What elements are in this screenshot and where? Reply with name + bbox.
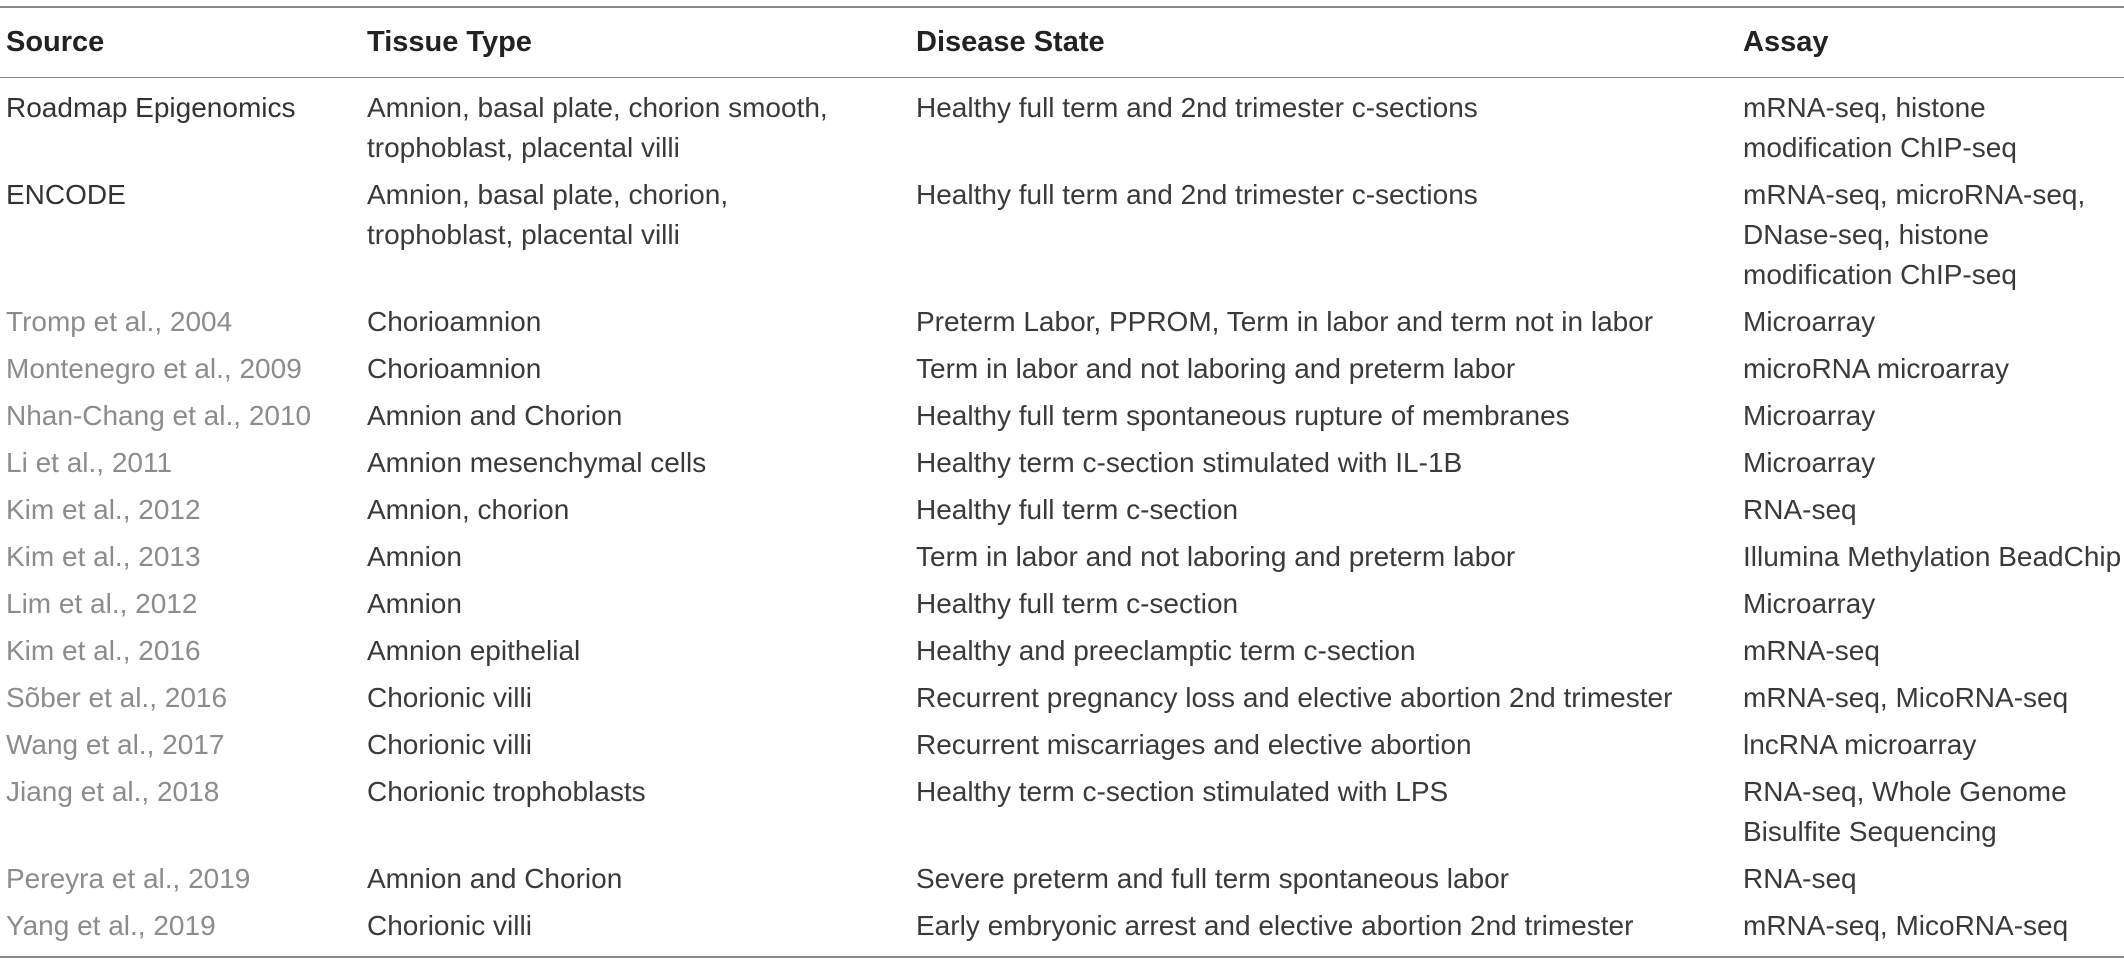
cell-line: Amnion (367, 588, 462, 619)
cell-line: modification ChIP-seq (1743, 259, 2017, 290)
cell-line: Amnion and Chorion (367, 863, 623, 894)
cell-disease-state: Recurrent pregnancy loss and elective abortion 2nd trimester (916, 682, 1673, 713)
cell-line: Chorionic villi (367, 682, 532, 713)
table-row (0, 584, 2124, 631)
table-row (0, 396, 2124, 443)
column-header-tissue-type: Tissue Type (367, 26, 532, 58)
cell-source: Yang et al., 2019 (6, 910, 216, 941)
table-row (0, 725, 2124, 772)
cell-tissue-type (367, 302, 916, 349)
cell-line: trophoblast, placental villi (367, 132, 680, 163)
cell-assay (1743, 349, 2124, 396)
cell-assay (1743, 631, 2124, 678)
cell-line: mRNA-seq, MicoRNA-seq (1743, 910, 2069, 941)
cell-assay (1743, 396, 2124, 443)
cell-tissue-type (367, 859, 916, 906)
table-row (0, 78, 2124, 176)
cell-line: Amnion, chorion (367, 494, 570, 525)
cell-source: Nhan-Chang et al., 2010 (6, 400, 312, 431)
cell-line: Chorionic trophoblasts (367, 776, 646, 807)
cell-line: Microarray (1743, 306, 1876, 337)
column-header-disease-state: Disease State (916, 26, 1105, 58)
cell-tissue-type (367, 584, 916, 631)
cell-assay (1743, 78, 2124, 176)
cell-assay (1743, 443, 2124, 490)
cell-disease-state: Healthy full term and 2nd trimester c-sections (916, 179, 1478, 210)
cell-disease-state: Healthy and preeclamptic term c-section (916, 635, 1416, 666)
cell-assay (1743, 490, 2124, 537)
table-row (0, 859, 2124, 906)
cell-tissue-type (367, 349, 916, 396)
cell-tissue-type (367, 631, 916, 678)
cell-source: Pereyra et al., 2019 (6, 863, 251, 894)
table-row (0, 631, 2124, 678)
cell-line: mRNA-seq, MicoRNA-seq (1743, 682, 2069, 713)
table-row (0, 772, 2124, 859)
cell-tissue-type (367, 490, 916, 537)
cell-disease-state: Preterm Labor, PPROM, Term in labor and term not in labor (916, 306, 1654, 337)
cell-line: DNase-seq, histone (1743, 219, 1989, 250)
cell-line: Chorioamnion (367, 306, 542, 337)
cell-source: Lim et al., 2012 (6, 588, 198, 619)
cell-assay (1743, 906, 2124, 957)
cell-line: Chorionic villi (367, 729, 532, 760)
cell-line: mRNA-seq, microRNA-seq, (1743, 179, 2086, 210)
cell-line: Microarray (1743, 447, 1876, 478)
cell-line: lncRNA microarray (1743, 729, 1977, 760)
cell-assay (1743, 678, 2124, 725)
cell-tissue-type (367, 175, 916, 302)
cell-line: Amnion, basal plate, chorion, (367, 179, 729, 210)
cell-disease-state: Healthy full term and 2nd trimester c-sections (916, 92, 1478, 123)
table-row (0, 175, 2124, 302)
cell-source: Sõber et al., 2016 (6, 682, 228, 713)
cell-disease-state: Early embryonic arrest and elective abortion 2nd trimester (916, 910, 1634, 941)
cell-tissue-type (367, 678, 916, 725)
cell-line: mRNA-seq, histone (1743, 92, 1986, 123)
cell-line: Illumina Methylation BeadChip (1743, 541, 2122, 572)
cell-tissue-type (367, 772, 916, 859)
header-row (0, 7, 2124, 78)
cell-assay (1743, 859, 2124, 906)
cell-disease-state: Healthy term c-section stimulated with LPS (916, 776, 1449, 807)
cell-source: Wang et al., 2017 (6, 729, 225, 760)
cell-source: Jiang et al., 2018 (6, 776, 220, 807)
cell-source: ENCODE (6, 179, 126, 210)
cell-tissue-type (367, 906, 916, 957)
cell-line: Amnion (367, 541, 462, 572)
cell-disease-state: Healthy term c-section stimulated with IL-1B (916, 447, 1463, 478)
table-row (0, 302, 2124, 349)
cell-tissue-type (367, 725, 916, 772)
cell-line: Bisulfite Sequencing (1743, 816, 1997, 847)
cell-disease-state: Severe preterm and full term spontaneous labor (916, 863, 1509, 894)
cell-line: Microarray (1743, 588, 1876, 619)
cell-assay (1743, 584, 2124, 631)
cell-line: Chorioamnion (367, 353, 542, 384)
cell-disease-state: Recurrent miscarriages and elective abortion (916, 729, 1472, 760)
cell-source: Tromp et al., 2004 (6, 306, 233, 337)
table-header (0, 7, 2124, 78)
cell-line: RNA-seq (1743, 863, 1857, 894)
cell-tissue-type (367, 537, 916, 584)
cell-line: Amnion, basal plate, chorion smooth, (367, 92, 828, 123)
cell-line: microRNA microarray (1743, 353, 2010, 384)
cell-disease-state: Healthy full term c-section (916, 588, 1239, 619)
cell-line: Amnion epithelial (367, 635, 581, 666)
cell-assay (1743, 772, 2124, 859)
cell-disease-state: Healthy full term c-section (916, 494, 1239, 525)
cell-line: Chorionic villi (367, 910, 532, 941)
cell-disease-state: Term in labor and not laboring and preterm labor (916, 541, 1516, 572)
cell-tissue-type (367, 78, 916, 176)
datasets-table (0, 6, 2124, 958)
cell-line: modification ChIP-seq (1743, 132, 2017, 163)
table-row (0, 349, 2124, 396)
cell-line: mRNA-seq (1743, 635, 1880, 666)
cell-line: RNA-seq, Whole Genome (1743, 776, 2067, 807)
cell-source: Kim et al., 2013 (6, 541, 201, 572)
table-row (0, 490, 2124, 537)
cell-disease-state: Healthy full term spontaneous rupture of membranes (916, 400, 1570, 431)
cell-tissue-type (367, 396, 916, 443)
table-row (0, 537, 2124, 584)
column-header-source: Source (6, 26, 105, 58)
table-row (0, 906, 2124, 957)
cell-assay (1743, 302, 2124, 349)
cell-source: Kim et al., 2012 (6, 494, 201, 525)
cell-source: Montenegro et al., 2009 (6, 353, 302, 384)
cell-assay (1743, 175, 2124, 302)
table-row (0, 443, 2124, 490)
cell-assay (1743, 725, 2124, 772)
cell-source: Roadmap Epigenomics (6, 92, 296, 123)
cell-line: Microarray (1743, 400, 1876, 431)
cell-line: Amnion mesenchymal cells (367, 447, 707, 478)
cell-tissue-type (367, 443, 916, 490)
cell-line: Amnion and Chorion (367, 400, 623, 431)
table-row (0, 678, 2124, 725)
table-body (0, 78, 2124, 958)
cell-line: RNA-seq (1743, 494, 1857, 525)
cell-assay (1743, 537, 2124, 584)
cell-source: Kim et al., 2016 (6, 635, 201, 666)
cell-line: trophoblast, placental villi (367, 219, 680, 250)
cell-source: Li et al., 2011 (6, 447, 173, 478)
cell-disease-state: Term in labor and not laboring and preterm labor (916, 353, 1516, 384)
column-header-assay: Assay (1743, 26, 1829, 58)
